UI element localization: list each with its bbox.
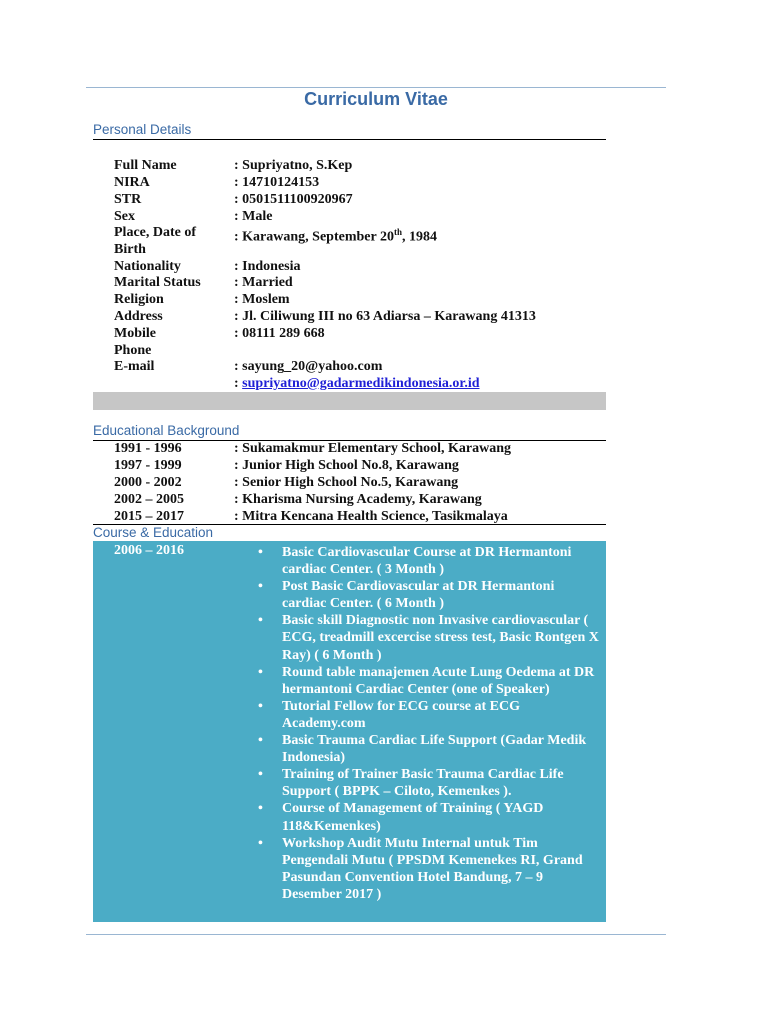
bullet-icon: • — [258, 801, 263, 817]
course-item — [258, 766, 600, 800]
education-years: 1991 - 1996 — [114, 441, 182, 456]
value-marital-status: : Married — [234, 275, 293, 290]
course-item-text: Training of Trainer Basic Trauma Cardiac Life Support ( BPPK – Ciloto, Kemenkes ). — [282, 767, 564, 800]
course-item — [258, 698, 600, 732]
bullet-icon: • — [258, 698, 263, 714]
education-school: : Mitra Kencana Health Science, Tasikmalaya — [234, 509, 508, 524]
education-years: 1997 - 1999 — [114, 458, 182, 473]
personal-details-divider — [93, 139, 606, 140]
label-nationality: Nationality — [114, 259, 181, 274]
course-item-text: Tutorial Fellow for ECG course at ECG Academy.com — [282, 698, 520, 731]
bottom-border-line — [86, 934, 666, 935]
course-item-text: Course of Management of Training ( YAGD 118&Kemenkes) — [282, 801, 544, 834]
course-period: 2006 – 2016 — [114, 543, 184, 558]
label-nira: NIRA — [114, 175, 150, 190]
section-separator-bar — [93, 392, 606, 410]
value-nira: : 14710124153 — [234, 175, 320, 190]
course-item-text: Workshop Audit Mutu Internal untuk Tim Pengendali Mutu ( PPSDM Kemenekes RI, Grand Pasundan Convention Hotel Bandung, 7 – 9 Desember 2017 ) — [282, 835, 583, 902]
value-email: : sayung_20@yahoo.com — [234, 359, 383, 374]
value-email-2-colon: : — [234, 376, 243, 391]
value-email-2 — [234, 375, 480, 392]
bullet-icon: • — [258, 664, 263, 680]
label-sex: Sex — [114, 209, 135, 224]
course-item-text: Post Basic Cardiovascular at DR Hermantoni cardiac Center. ( 6 Month ) — [282, 579, 555, 612]
education-school: : Senior High School No.5, Karawang — [234, 475, 459, 490]
course-item — [258, 800, 600, 834]
bullet-icon: • — [258, 579, 263, 595]
course-item — [258, 835, 600, 903]
personal-details-heading: Personal Details — [93, 122, 192, 137]
value-place-date — [234, 224, 437, 246]
value-address: : Jl. Ciliwung III no 63 Adiarsa – Karawang 41313 — [234, 309, 536, 324]
value-place-date-year: , 1984 — [401, 229, 437, 245]
course-item-text: Basic skill Diagnostic non Invasive cardiovascular ( ECG, treadmill excercise stress test, Basic Rontgen X Ray) ( 6 Month ) — [282, 613, 599, 663]
value-str: : 0501511100920967 — [234, 192, 353, 207]
value-mobile: : 08111 289 668 — [234, 326, 325, 341]
course-item — [258, 732, 600, 766]
label-full-name: Full Name — [114, 158, 177, 173]
course-item-text: Basic Trauma Cardiac Life Support (Gadar Medik Indonesia) — [282, 733, 587, 766]
value-place-date-sup: th — [393, 227, 402, 237]
label-phone: Phone — [114, 343, 152, 358]
courses-list — [258, 544, 600, 903]
educational-background-heading: Educational Background — [93, 423, 240, 438]
bullet-icon: • — [258, 835, 263, 851]
education-years: 2015 – 2017 — [114, 509, 184, 524]
course-item-text: Round table manajemen Acute Lung Oedema at DR hermantoni Cardiac Center (one of Speaker) — [282, 664, 595, 697]
education-school: : Kharisma Nursing Academy, Karawang — [234, 492, 482, 507]
education-years: 2000 - 2002 — [114, 475, 182, 490]
bullet-icon: • — [258, 733, 263, 749]
label-religion: Religion — [114, 292, 164, 307]
course-item — [258, 612, 600, 663]
course-item — [258, 578, 600, 612]
education-school: : Junior High School No.8, Karawang — [234, 458, 459, 473]
course-item — [258, 664, 600, 698]
page-title: Curriculum Vitae — [304, 89, 448, 109]
education-school: : Sukamakmur Elementary School, Karawang — [234, 441, 512, 456]
label-birth: Birth — [114, 242, 146, 257]
label-place-date: Place, Date of — [114, 225, 197, 240]
bullet-icon: • — [258, 613, 263, 629]
label-mobile: Mobile — [114, 326, 156, 341]
education-years: 2002 – 2005 — [114, 492, 184, 507]
email-link[interactable]: supriyatno@gadarmedikindonesia.or.id — [242, 376, 480, 391]
course-item — [258, 544, 600, 578]
top-border-line — [86, 87, 666, 88]
label-str: STR — [114, 192, 142, 207]
label-marital-status: Marital Status — [114, 275, 201, 290]
bullet-icon: • — [258, 545, 263, 560]
value-religion: : Moslem — [234, 292, 290, 307]
label-address: Address — [114, 309, 163, 324]
value-full-name: : Supriyatno, S.Kep — [234, 158, 353, 173]
value-sex: : Male — [234, 209, 273, 224]
value-place-date-main: : Karawang, September 20 — [234, 229, 394, 245]
bullet-icon: • — [258, 767, 263, 783]
label-email: E-mail — [114, 359, 155, 374]
value-nationality: : Indonesia — [234, 259, 301, 274]
course-education-heading: Course & Education — [93, 525, 214, 540]
course-item-text: Basic Cardiovascular Course at DR Hermantoni cardiac Center. ( 3 Month ) — [282, 545, 572, 578]
